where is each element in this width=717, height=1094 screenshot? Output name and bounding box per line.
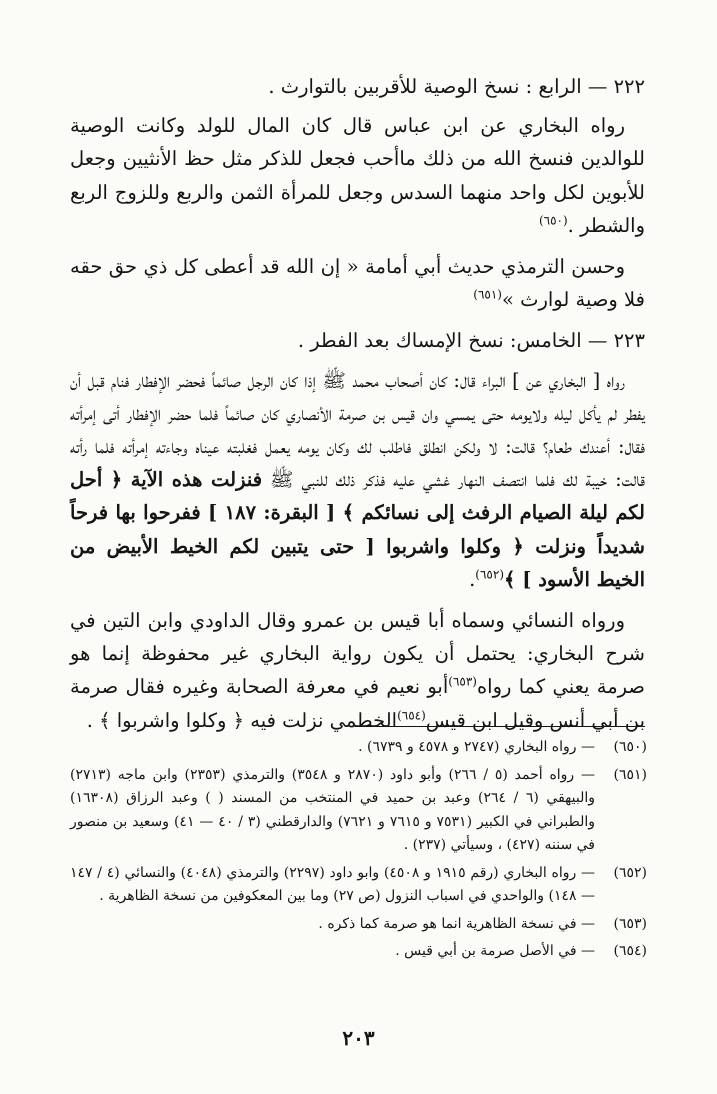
footnote-654: (٦٥٤) — في الأصل صرمة بن أبي قيس . — [395, 943, 647, 959]
page-number: ٢٠٣ — [342, 1026, 375, 1050]
footnote-651: (٦٥١) — رواه أحمد (٥ / ٢٦٦) وأبو داود (٢٨٧٠ و ٣٥٤٨) والترمذي (٢٣٥٣) وابن ماجه (٢٧١٣) والبيهقي (٦ / ٢٦٤) وعبد بن حميد في المنتخب من المسند ( ) وعبد الرزاق (١٦٣٠٨) والطبراني في الكبير (٧٥٣١ و ٧٦١٥ و ٧٦٢١) والدارقطني (٣ / ٤٠ — ٤١) وسعيد بن منصور في سننه (٤٢٧) ، وسيأتي (٢٣٧) . — [70, 766, 647, 853]
footnote-ref-651[interactable]: (٦٥١) — [473, 287, 502, 302]
footnote-ref-653[interactable]: (٦٥٣) — [448, 674, 477, 689]
paragraph-nasai-narration: ورواه النسائي وسماه أبا قيس بن عمرو وقال الداودي وابن التين في شرح البخاري: يحتمل أن يكون رواية البخاري غير محفوظة إنما هو صرمة يعني كما رواه$^{(٦٥٣)}$أبو نعيم في معرفة الصحابة وغيره فقال صرمة بن أبي أنس وقيل ابن قيس$^{(٦٥٤)}$الخطمي نزلت فيه ﴿ وكلوا واشربوا ﴾ . — [70, 609, 645, 732]
paragraph-bukhari-ibn-abbas: رواه البخاري عن ابن عباس قال كان المال للولد وكانت الوصية للوالدين فنسخ الله من ذلك ماأحب فجعل للذكر مثل حظ الأنثيين وجعل للأبوين لكل واحد منهما السدس وجعل للمرأة الثمن والربع وللزوج الربع والشطر .$^{(٦٥٠)}$ — [70, 114, 645, 237]
paragraph-bara-hadith: رواه [ البخاري عن ] البراء قال: كان أصحاب محمد ﷺ إذا كان الرجل صائماً فحضر الإفطار فنام قبل أن يفطر لم يأكل ليله ولايومه حتى يمسي وان قيس بن صرمة الأنصاري كان صائماً فلما حضر الإفطار أتى إمرأته فقال: أعندك طعام؟ قالت: لا ولكن انطلق فاطلب لك وكان يومه يعمل فغلبته عيناه وجاءته إمرأته فلما رأته قالت: خيبة لك فلما انتصف النهار غشي عليه فذكر ذلك للنبي ﷺ فنزلت هذه الآية ﴿ أحل لكم ليلة الصيام الرفث إلى نسائكم ﴾ [ البقرة: ١٨٧ ] ففرحوا بها فرحاً شديداً ونزلت ﴿ وكلوا واشربوا [ حتى يتبين لكم الخيط الأبيض من الخيط الأسود ] ﴾$^{(٦٥٢)}$. — [70, 368, 646, 591]
main-text — [70, 70, 645, 745]
quranic-verse-text: فنزلت هذه الآية ﴿ أحل لكم ليلة الصيام الرفث إلى نسائكم ﴾ [ البقرة: ١٨٧ ] ففرحوا بها فرحاً شديداً ونزلت ﴿ وكلوا واشربوا [ حتى يتبين لكم الخيط الأبيض من الخيط الأسود ] ﴾ — [70, 468, 646, 591]
section-heading-222: ٢٢٢ — الرابع : نسخ الوصية للأقربين بالتوارث . — [268, 75, 645, 98]
footnotes — [70, 736, 647, 968]
footnote-ref-654[interactable]: (٦٥٤) — [397, 708, 426, 723]
section-heading-223: ٢٢٣ — الخامس: نسخ الإمساك بعد الفطر . — [297, 329, 645, 353]
footnote-653: (٦٥٣) — في نسخة الظاهرية انما هو صرمة كما ذكره . — [318, 915, 647, 932]
footnote-ref-650[interactable]: (٦٥٠) — [538, 213, 568, 228]
footnote-separator — [355, 726, 645, 727]
footnote-650: (٦٥٠) — رواه البخاري (٢٧٤٧ و ٤٥٧٨ و ٦٧٣٩) . — [358, 739, 647, 755]
paragraph-tirmidhi-abu-umama: وحسن الترمذي حديث أبي أمامة « إن الله قد أعطى كل ذي حق حقه فلا وصية لوارث »$^{(٦٥١)}$ — [70, 255, 645, 312]
footnote-ref-652[interactable]: (٦٥٢) — [475, 567, 504, 582]
footnote-652: (٦٥٢) — رواه البخاري (رقم ١٩١٥ و ٤٥٠٨) وابو داود (٢٢٩٧) والترمذي (٤٠٤٨) والنسائي (٤ / ١٤٧ — ١٤٨) والواحدي في اسباب النزول (ص ٢٧) وما بين المعكوفين من نسخة الظاهرية . — [70, 864, 647, 904]
